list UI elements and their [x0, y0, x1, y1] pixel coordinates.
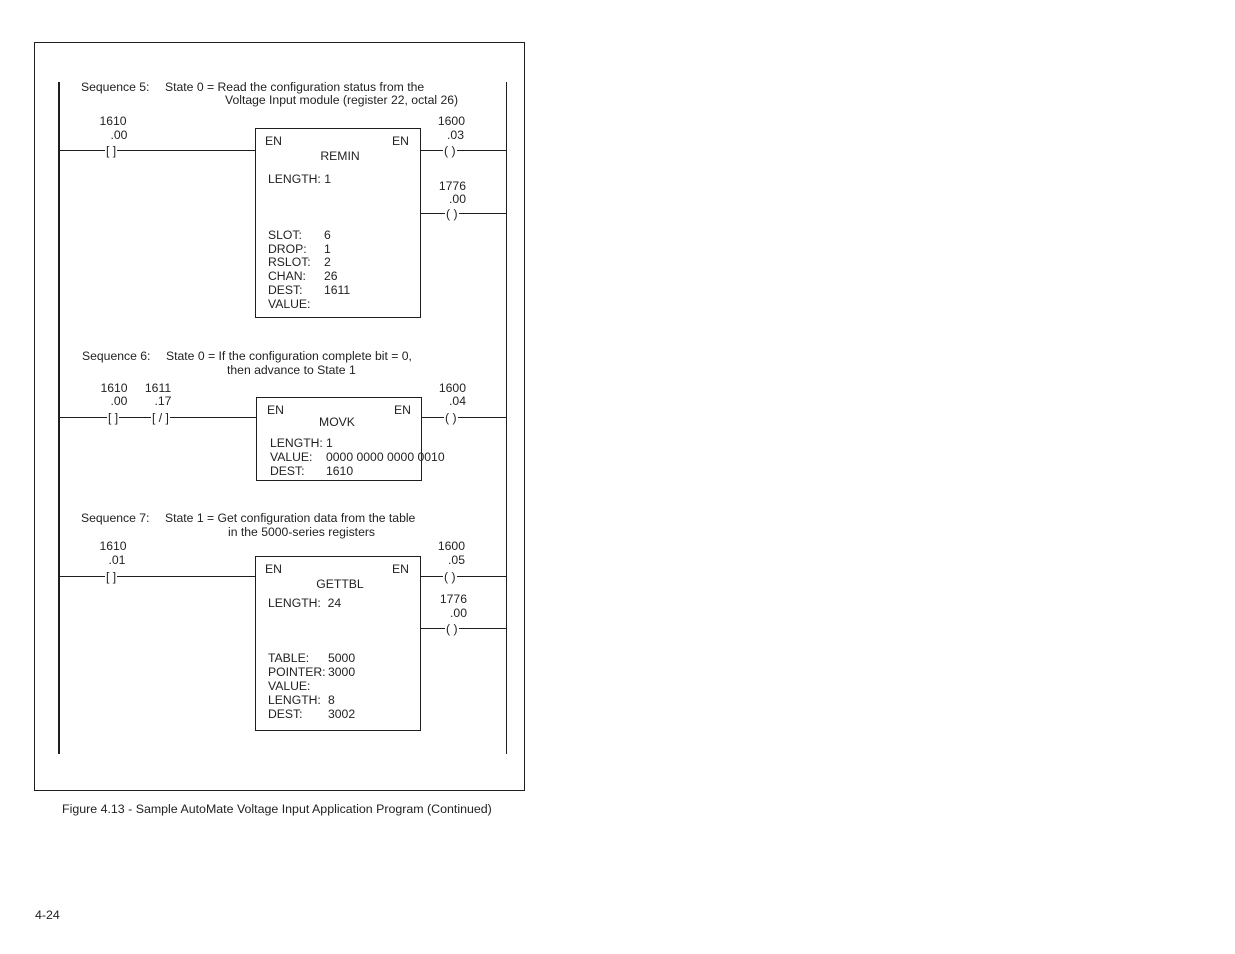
- seq5-coil2-register: 1776: [438, 179, 466, 193]
- seq5-contact-register: 1610: [99, 114, 127, 128]
- movk-param-key: VALUE:: [270, 450, 313, 464]
- right-power-rail: [506, 82, 507, 754]
- sequence-5-line1: State 0 = Read the configuration status from the: [165, 80, 425, 94]
- movk-en-in: EN: [267, 403, 284, 417]
- seq6-coil-register: 1600: [438, 381, 466, 395]
- remin-param-value: 6: [324, 228, 331, 242]
- gettbl-param-key: TABLE:: [268, 651, 310, 665]
- remin-param-key: CHAN:: [268, 269, 306, 283]
- seq5-rung-wire-in: [60, 150, 256, 151]
- remin-param-key: VALUE:: [268, 297, 311, 311]
- seq5-rung-wire-out2: [421, 213, 506, 214]
- remin-param-key: RSLOT:: [268, 255, 311, 269]
- sequence-6-label: Sequence 6:: [82, 349, 151, 363]
- seq7-coil2-bit: .00: [450, 606, 467, 620]
- sequence-7-line2: in the 5000-series registers: [228, 525, 375, 539]
- seq7-rung-wire-in: [60, 576, 256, 577]
- seq5-coil1-register: 1600: [437, 114, 465, 128]
- movk-param-key: LENGTH:: [270, 436, 323, 450]
- gettbl-en-out: EN: [392, 562, 409, 576]
- seq6-contact2-bit: .17: [154, 394, 172, 408]
- seq5-rung-wire-out1: [421, 150, 506, 151]
- remin-param-value: 2: [324, 255, 331, 269]
- remin-param-value: 1: [324, 242, 331, 256]
- seq7-contact-symbol: [ ]: [106, 570, 117, 584]
- seq5-coil1-symbol: ( ): [444, 144, 456, 158]
- sequence-6-line1: State 0 = If the configuration complete bit = 0,: [166, 349, 412, 363]
- sequence-7-label: Sequence 7:: [81, 511, 150, 525]
- seq7-coil1-register: 1600: [437, 539, 465, 553]
- remin-block-name: REMIN: [320, 149, 360, 163]
- movk-param-value: 1610: [326, 464, 354, 478]
- sequence-6-line2: then advance to State 1: [227, 363, 356, 377]
- seq6-contact1-register: 1610: [100, 381, 128, 395]
- seq5-contact-symbol: [ ]: [106, 144, 117, 158]
- gettbl-param-value: 8: [328, 693, 335, 707]
- seq7-rung-wire-out2: [421, 628, 506, 629]
- gettbl-param-value: 3002: [328, 707, 356, 721]
- gettbl-en-in: EN: [265, 562, 282, 576]
- sequence-7-line1: State 1 = Get configuration data from the table: [165, 511, 416, 525]
- seq5-coil2-symbol: ( ): [446, 207, 458, 221]
- seq5-contact-bit: .00: [110, 128, 128, 142]
- seq6-coil-bit: .04: [449, 394, 466, 408]
- gettbl-param-key: DEST:: [268, 707, 303, 721]
- remin-param-key: SLOT:: [268, 228, 302, 242]
- gettbl-param-value: 3000: [328, 665, 356, 679]
- seq7-rung-wire-out1: [421, 576, 506, 577]
- seq6-contact1-symbol: [ ]: [108, 411, 119, 425]
- seq7-coil2-symbol: ( ): [446, 622, 458, 636]
- seq7-coil2-register: 1776: [439, 592, 467, 606]
- figure-caption: Figure 4.13 - Sample AutoMate Voltage Input Application Program (Continued): [62, 802, 492, 816]
- remin-param-key: DROP:: [268, 242, 307, 256]
- seq6-coil-symbol: ( ): [445, 411, 457, 425]
- remin-param-key: DEST:: [268, 283, 303, 297]
- remin-length: LENGTH: 1: [268, 172, 331, 186]
- sequence-5-line2: Voltage Input module (register 22, octal 26): [225, 93, 459, 107]
- page-number: 4-24: [35, 908, 60, 922]
- seq5-coil2-bit: .00: [449, 192, 466, 206]
- seq5-coil1-bit: .03: [447, 128, 464, 142]
- gettbl-length: LENGTH: 24: [268, 596, 342, 610]
- remin-param-value: 1611: [324, 283, 351, 297]
- seq7-coil1-symbol: ( ): [444, 570, 456, 584]
- gettbl-param-value: 5000: [328, 651, 356, 665]
- movk-param-key: DEST:: [270, 464, 305, 478]
- movk-en-out: EN: [394, 403, 411, 417]
- gettbl-param-key: VALUE:: [268, 679, 311, 693]
- gettbl-param-key: POINTER:: [268, 665, 326, 679]
- seq6-rung-wire-out: [422, 417, 506, 418]
- seq7-coil1-bit: .05: [448, 553, 465, 567]
- remin-en-out: EN: [392, 134, 409, 148]
- gettbl-param-key: LENGTH:: [268, 693, 321, 707]
- sequence-5-label: Sequence 5:: [81, 80, 150, 94]
- remin-param-value: 26: [324, 269, 338, 283]
- movk-param-value: 0000 0000 0000 0010: [326, 450, 445, 464]
- remin-en-in: EN: [265, 134, 282, 148]
- seq6-contact2-symbol: [ / ]: [152, 411, 169, 425]
- movk-block-name: MOVK: [319, 415, 355, 429]
- gettbl-block-name: GETTBL: [316, 577, 364, 591]
- seq6-contact1-bit: .00: [110, 394, 128, 408]
- seq6-contact2-register: 1611: [144, 381, 172, 395]
- seq7-contact-bit: .01: [108, 553, 126, 567]
- movk-param-value: 1: [326, 436, 333, 450]
- seq7-contact-register: 1610: [99, 539, 127, 553]
